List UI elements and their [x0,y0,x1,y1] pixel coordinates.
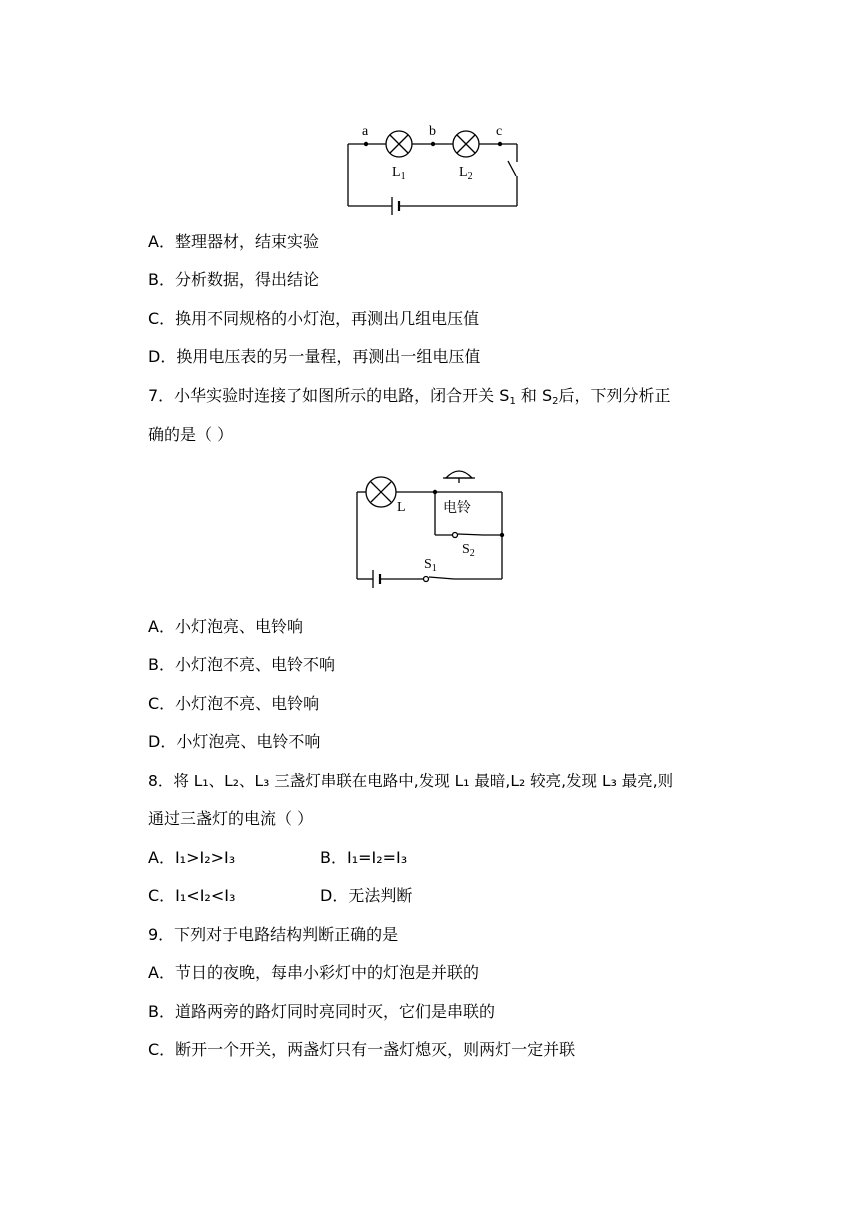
q8-stem-line2: 通过三盏灯的电流（ ） [148,809,314,828]
q7-option-d: D．小灯泡亮、电铃不响 [148,732,321,751]
point-label-c: c [496,124,503,139]
point-label-a: a [362,124,369,139]
q9-stem: 9．下列对于电路结构判断正确的是 [148,925,399,944]
q6-option-b: B．分析数据，得出结论 [148,270,319,289]
q7-stem-line1: 7．小华实验时连接了如图所示的电路，闭合开关 $S_1$ 和 $S_2$后，下列分析正 [148,386,671,407]
q7-option-a: A．小灯泡亮、电铃响 [148,617,303,636]
q8-option-b: B．I₁=I₂=I₃ [320,848,408,867]
circuit-diagram-2 [350,466,515,594]
circuit-figure-2 [350,466,515,594]
q8-option-c: C．I₁<I₂<I₃ [148,886,236,905]
circuit-diagram-1 [340,120,530,216]
q7-stem-line2: 确的是（ ） [148,425,234,444]
q9-option-a: A．节日的夜晚，每串小彩灯中的灯泡是并联的 [148,963,479,982]
lamp-label-l1: $L_1$ [392,165,406,182]
q7-option-b: B．小灯泡不亮、电铃不响 [148,655,335,674]
bell-label: 电铃 [443,501,471,516]
circuit-figure-1 [340,120,530,216]
q8-stem-line1: 8．将 L₁、L₂、L₃ 三盏灯串联在电路中,发现 L₁ 最暗,L₂ 较亮,发现 L₃ 最亮,则 [148,772,674,790]
lamp-label-l2: $L_2$ [459,165,473,182]
q6-option-a: A．整理器材，结束实验 [148,232,319,251]
q7-option-c: C．小灯泡不亮、电铃响 [148,694,320,713]
q9-option-c: C．断开一个开关，两盏灯只有一盏灯熄灭，则两灯一定并联 [148,1040,576,1059]
q8-option-a: A．I₁>I₂>I₃ [148,848,236,867]
switch-label-s1: $S_1$ [424,557,437,574]
q8-option-d: D．无法判断 [320,886,413,905]
q9-option-b: B．道路两旁的路灯同时亮同时灭，它们是串联的 [148,1002,495,1021]
switch-label-s2: $S_2$ [462,542,475,559]
lamp-label-l: L [397,500,406,515]
point-label-b: b [429,124,436,139]
q6-option-d: D．换用电压表的另一量程，再测出一组电压值 [148,347,481,366]
q6-option-c: C．换用不同规格的小灯泡，再测出几组电压值 [148,309,480,328]
